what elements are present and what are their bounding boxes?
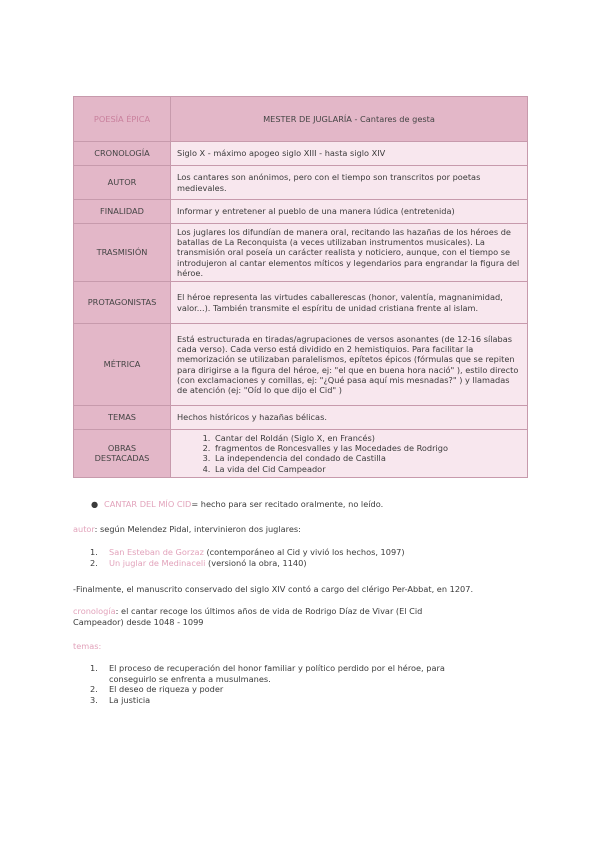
table-header-row — [74, 97, 528, 142]
table-row — [74, 142, 528, 166]
table-row — [74, 282, 528, 324]
juglar-name: San Esteban de Gorzaz — [109, 547, 204, 557]
bullet-icon: ● — [91, 499, 99, 509]
row-key: AUTOR — [74, 166, 171, 200]
cronologia-text: : el cantar recoge los últimos años de vida de Rodrigo Díaz de Vivar (El Cid — [115, 606, 423, 616]
cronologia-text-2: Campeador) desde 1048 - 1099 — [73, 616, 204, 627]
header-value-cell: MESTER DE JUGLARÍA - Cantares de gesta — [171, 97, 528, 142]
row-value: El héroe representa las virtudes caballerescas (honor, valentía, magnanimidad, valor...). También transmite el espíritu de unidad cristiana frente al islam. — [171, 282, 528, 324]
cantar-desc: = hecho para ser recitado oralmente, no leído. — [191, 499, 384, 509]
table-row — [74, 224, 528, 282]
row-value: Hechos históricos y hazañas bélicas. — [171, 406, 528, 430]
row-key: PROTAGONISTAS — [74, 282, 171, 324]
tema-line2: conseguirlo se enfrenta a musulmanes. — [109, 673, 271, 684]
header-key-cell: POESÍA ÉPICA — [74, 97, 171, 142]
list-item: 4. La vida del Cid Campeador — [213, 464, 521, 474]
tema-line1: El deseo de riqueza y poder — [109, 684, 224, 694]
row-key: CRONOLOGÍA — [74, 142, 171, 166]
row-value: Está estructurada en tiradas/agrupaciones de versos asonantes (de 12-16 sílabas cada verso). Cada verso está dividido en 2 hemistiquios. Para facilitar la memorización se utilizaban paralelismos, epítetos épicos (fórmulas que se repiten para dirigirse a la figura del héroe, ej: "el que en buena hora nació" ), estilo directo (con exclamaciones y comillas, ej: "¿Qué pasa aquí mis mesnadas?" ) y llamadas de atención (ej: "Oíd lo que dijo el Cid" ) — [171, 324, 528, 406]
tema-line1: El proceso de recuperación del honor familiar y político perdido por el héroe, para — [109, 663, 445, 673]
row-value: Los cantares son anónimos, pero con el tiempo son transcritos por poetas medievales. — [171, 166, 528, 200]
list-item: 3. La independencia del condado de Castilla — [213, 453, 521, 463]
juglares-list — [90, 547, 405, 568]
list-item: 3. La justicia — [90, 694, 151, 705]
juglar-desc: (contemporáneo al Cid y vivió los hechos, 1097) — [203, 547, 405, 557]
list-item: 2. Un juglar de Medinaceli (versionó la obra, 1140) — [90, 557, 307, 568]
table-row — [74, 430, 528, 478]
list-item: 1. El proceso de recuperación del honor familiar y político perdido por el héroe, para conseguirlo se enfrenta a musulmanes. — [90, 663, 445, 684]
obras-key-line2: DESTACADAS — [94, 453, 150, 464]
list-item: 2. fragmentos de Roncesvalles y las Mocedades de Rodrigo — [213, 443, 521, 453]
autor-text: : según Melendez Pidal, intervinieron dos juglares: — [94, 524, 301, 534]
table-row — [74, 166, 528, 200]
autor-label: autor — [73, 524, 95, 534]
list-item: 1. San Esteban de Gorzaz (contemporáneo al Cid y vivió los hechos, 1097) — [90, 547, 405, 557]
finalmente-line: -Finalmente, el manuscrito conservado del siglo XIV contó a cargo del clérigo Per-Abbat, en 1207. — [73, 584, 474, 594]
tema-line1: La justicia — [109, 694, 151, 705]
row-value: Informar y entretener al pueblo de una manera lúdica (entretenida) — [171, 200, 528, 224]
table-row — [74, 406, 528, 430]
row-key: FINALIDAD — [74, 200, 171, 224]
row-key — [74, 430, 171, 478]
row-key: MÉTRICA — [74, 324, 171, 406]
cantar-bullet — [91, 499, 383, 510]
cantar-title: CANTAR DEL MÍO CID — [104, 499, 192, 509]
juglar-desc: (versionó la obra, 1140) — [205, 557, 307, 568]
temas-list — [90, 663, 445, 705]
autor-line — [73, 524, 301, 535]
temas-label: temas: — [73, 641, 102, 651]
list-item: 2. El deseo de riqueza y poder — [90, 684, 224, 694]
obras-key-line1: OBRAS — [107, 443, 137, 454]
table-row — [74, 200, 528, 224]
row-value: Siglo X - máximo apogeo siglo XIII - hasta siglo XIV — [171, 142, 528, 166]
table-row — [74, 324, 528, 406]
cronologia-line — [73, 606, 422, 627]
row-value: Los juglares los difundían de manera oral, recitando las hazañas de los héroes de batallas de La Reconquista (a veces utilizaban instrumentos musicales). La transmisión oral poseía un carácter realista y noticiero, aunque, con el tiempo se introdujeron al cantar elementos míticos y legendarios para engrandar la figura del héroe. — [171, 224, 528, 282]
obras-list-cell — [171, 430, 528, 478]
row-key: TRASMISIÓN — [74, 224, 171, 282]
cronologia-label: cronología — [73, 606, 116, 616]
poesia-epica-table — [73, 96, 528, 478]
list-item: 1. Cantar del Roldán (Siglo X, en Francés) — [213, 433, 521, 443]
row-key: TEMAS — [74, 406, 171, 430]
obras-list — [177, 433, 521, 474]
juglar-name: Un juglar de Medinaceli — [109, 557, 206, 568]
